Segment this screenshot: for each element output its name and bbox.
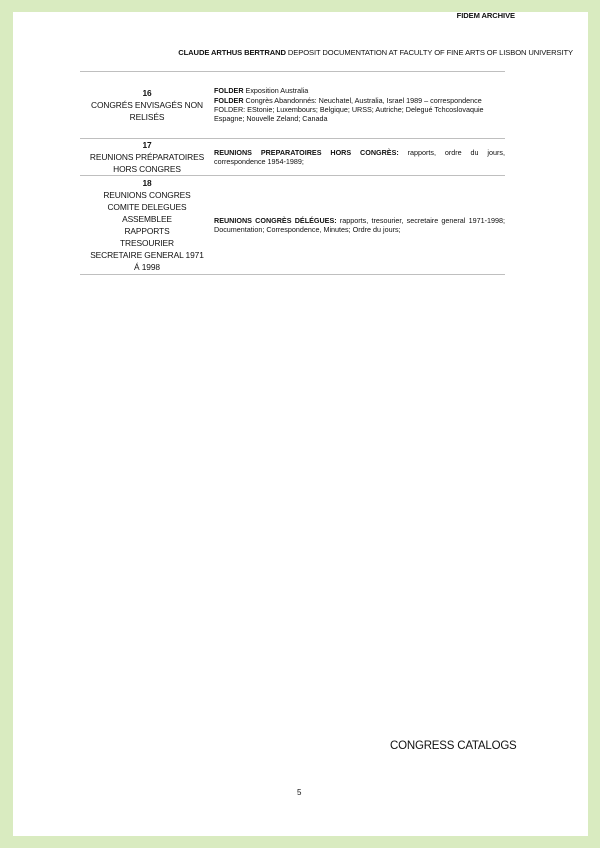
table-row xyxy=(80,139,505,176)
list-item xyxy=(214,86,505,95)
header-subtitle xyxy=(178,48,573,57)
list-item xyxy=(214,216,505,235)
table-row xyxy=(80,72,505,139)
table-row xyxy=(80,176,505,275)
entry-bold: REUNIONS PREPARATOIRES HORS CONGRÈS: xyxy=(214,147,399,157)
row-label: REUNIONS PRÉPARATOIRES HORS CONGRES xyxy=(89,152,205,174)
row-number: 17 xyxy=(142,140,152,150)
entry-bold: FOLDER xyxy=(214,95,244,105)
document-page xyxy=(13,12,588,836)
entry-text: Congrès Abandonnés: Neuchatel, Australia, Israel 1989 – correspondence xyxy=(243,95,482,105)
list-item xyxy=(214,105,505,114)
entry-text: rapports, tresourier, secretaire general 1971-1998; Documentation; Correspondence, Minutes; Ordre du jours; xyxy=(214,215,505,234)
list-item xyxy=(214,148,505,167)
row-label: REUNIONS CONGRES COMITE DELEGUES ASSEMBLEE RAPPORTS TRESOURIER SECRETAIRE GENERAL 1971 Á 1998 xyxy=(90,190,204,272)
row-label-cell xyxy=(80,139,214,176)
header-subtitle-rest: DEPOSIT DOCUMENTATION AT FACULTY OF FINE ARTS OF LISBON UNIVERSITY xyxy=(285,48,573,57)
page-number: 5 xyxy=(297,788,302,797)
header-subtitle-bold: CLAUDE ARTHUS BERTRAND xyxy=(178,48,286,57)
entry-bold: FOLDER xyxy=(214,86,244,96)
row-label-cell xyxy=(80,72,214,139)
entry-bold: REUNIONS CONGRÈS DÉLÉGUES: xyxy=(214,215,337,225)
catalog-table xyxy=(80,71,505,275)
row-number: 16 xyxy=(142,88,152,98)
row-description-cell xyxy=(214,72,505,139)
section-title: CONGRESS CATALOGS xyxy=(390,740,517,752)
row-number: 18 xyxy=(142,178,152,188)
archive-title: FIDEM ARCHIVE xyxy=(456,11,515,20)
row-description-cell xyxy=(214,176,505,275)
entry-text: Exposition Australia xyxy=(243,86,309,96)
list-item xyxy=(214,96,505,105)
row-label: CONGRÉS ENVISAGÉS NON RELISÉS xyxy=(91,100,203,122)
entry-text: FOLDER: EStonie; Luxembours; Belgique; URSS; Autriche; Delegué Tchcoslovaquie xyxy=(214,105,484,114)
row-label-cell xyxy=(80,176,214,275)
row-description-cell xyxy=(214,139,505,176)
entry-text: rapports, ordre du jours, correspondence 1954-1989; xyxy=(214,147,506,166)
entry-text: Espagne; Nouvelle Zeland; Canada xyxy=(214,114,328,124)
list-item xyxy=(214,114,505,123)
